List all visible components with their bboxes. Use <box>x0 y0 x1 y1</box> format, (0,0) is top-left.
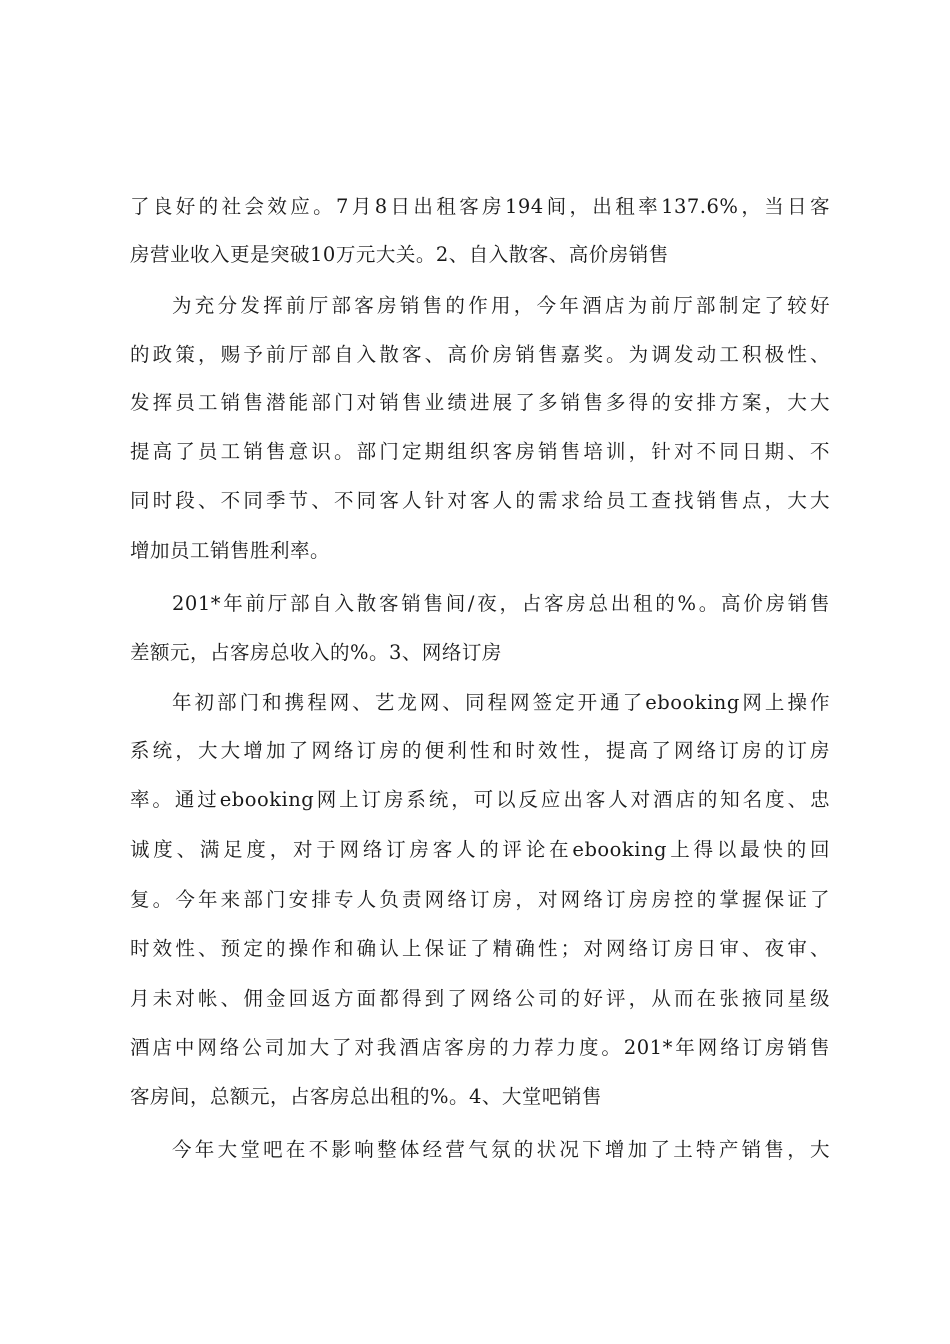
paragraph-line: 诚度、满足度，对于网络订房客人的评论在ebooking上得以最快的回 <box>130 838 830 861</box>
paragraph-line: 系统，大大增加了网络订房的便利性和时效性，提高了网络订房的订房 <box>130 739 830 762</box>
paragraph-line: 增加员工销售胜利率。 <box>130 539 331 562</box>
paragraph-line: 今年大堂吧在不影响整体经营气氛的状况下增加了土特产销售，大 <box>172 1138 830 1161</box>
paragraph-line: 差额元，占客房总收入的%。3、网络订房 <box>130 641 502 664</box>
paragraph-line: 201*年前厅部自入散客销售间/夜，占客房总出租的%。高价房销售 <box>172 592 830 615</box>
paragraph-line: 发挥员工销售潜能部门对销售业绩进展了多销售多得的安排方案，大大 <box>130 391 830 414</box>
paragraph-line: 率。通过ebooking网上订房系统，可以反应出客人对酒店的知名度、忠 <box>130 788 830 811</box>
paragraph-line: 酒店中网络公司加大了对我酒店客房的力荐力度。201*年网络订房销售 <box>130 1036 830 1059</box>
paragraph-line: 时效性、预定的操作和确认上保证了精确性；对网络订房日审、夜审、 <box>130 937 830 960</box>
paragraph-line: 了良好的社会效应。7月8日出租客房194间，出租率137.6%，当日客 <box>130 195 830 218</box>
paragraph-line: 的政策，赐予前厅部自入散客、高价房销售嘉奖。为调发动工积极性、 <box>130 343 830 366</box>
paragraph-line: 月未对帐、佣金回返方面都得到了网络公司的好评，从而在张掖同星级 <box>130 987 830 1010</box>
paragraph-line: 复。今年来部门安排专人负责网络订房，对网络订房房控的掌握保证了 <box>130 888 830 911</box>
paragraph-line: 房营业收入更是突破10万元大关。2、自入散客、高价房销售 <box>130 243 669 266</box>
paragraph-line: 同时段、不同季节、不同客人针对客人的需求给员工查找销售点，大大 <box>130 489 830 512</box>
paragraph-line: 提高了员工销售意识。部门定期组织客房销售培训，针对不同日期、不 <box>130 440 830 463</box>
paragraph-line: 为充分发挥前厅部客房销售的作用，今年酒店为前厅部制定了较好 <box>172 294 830 317</box>
paragraph-line: 客房间，总额元，占客房总出租的%。4、大堂吧销售 <box>130 1085 602 1108</box>
paragraph-line: 年初部门和携程网、艺龙网、同程网签定开通了ebooking网上操作 <box>172 691 830 714</box>
